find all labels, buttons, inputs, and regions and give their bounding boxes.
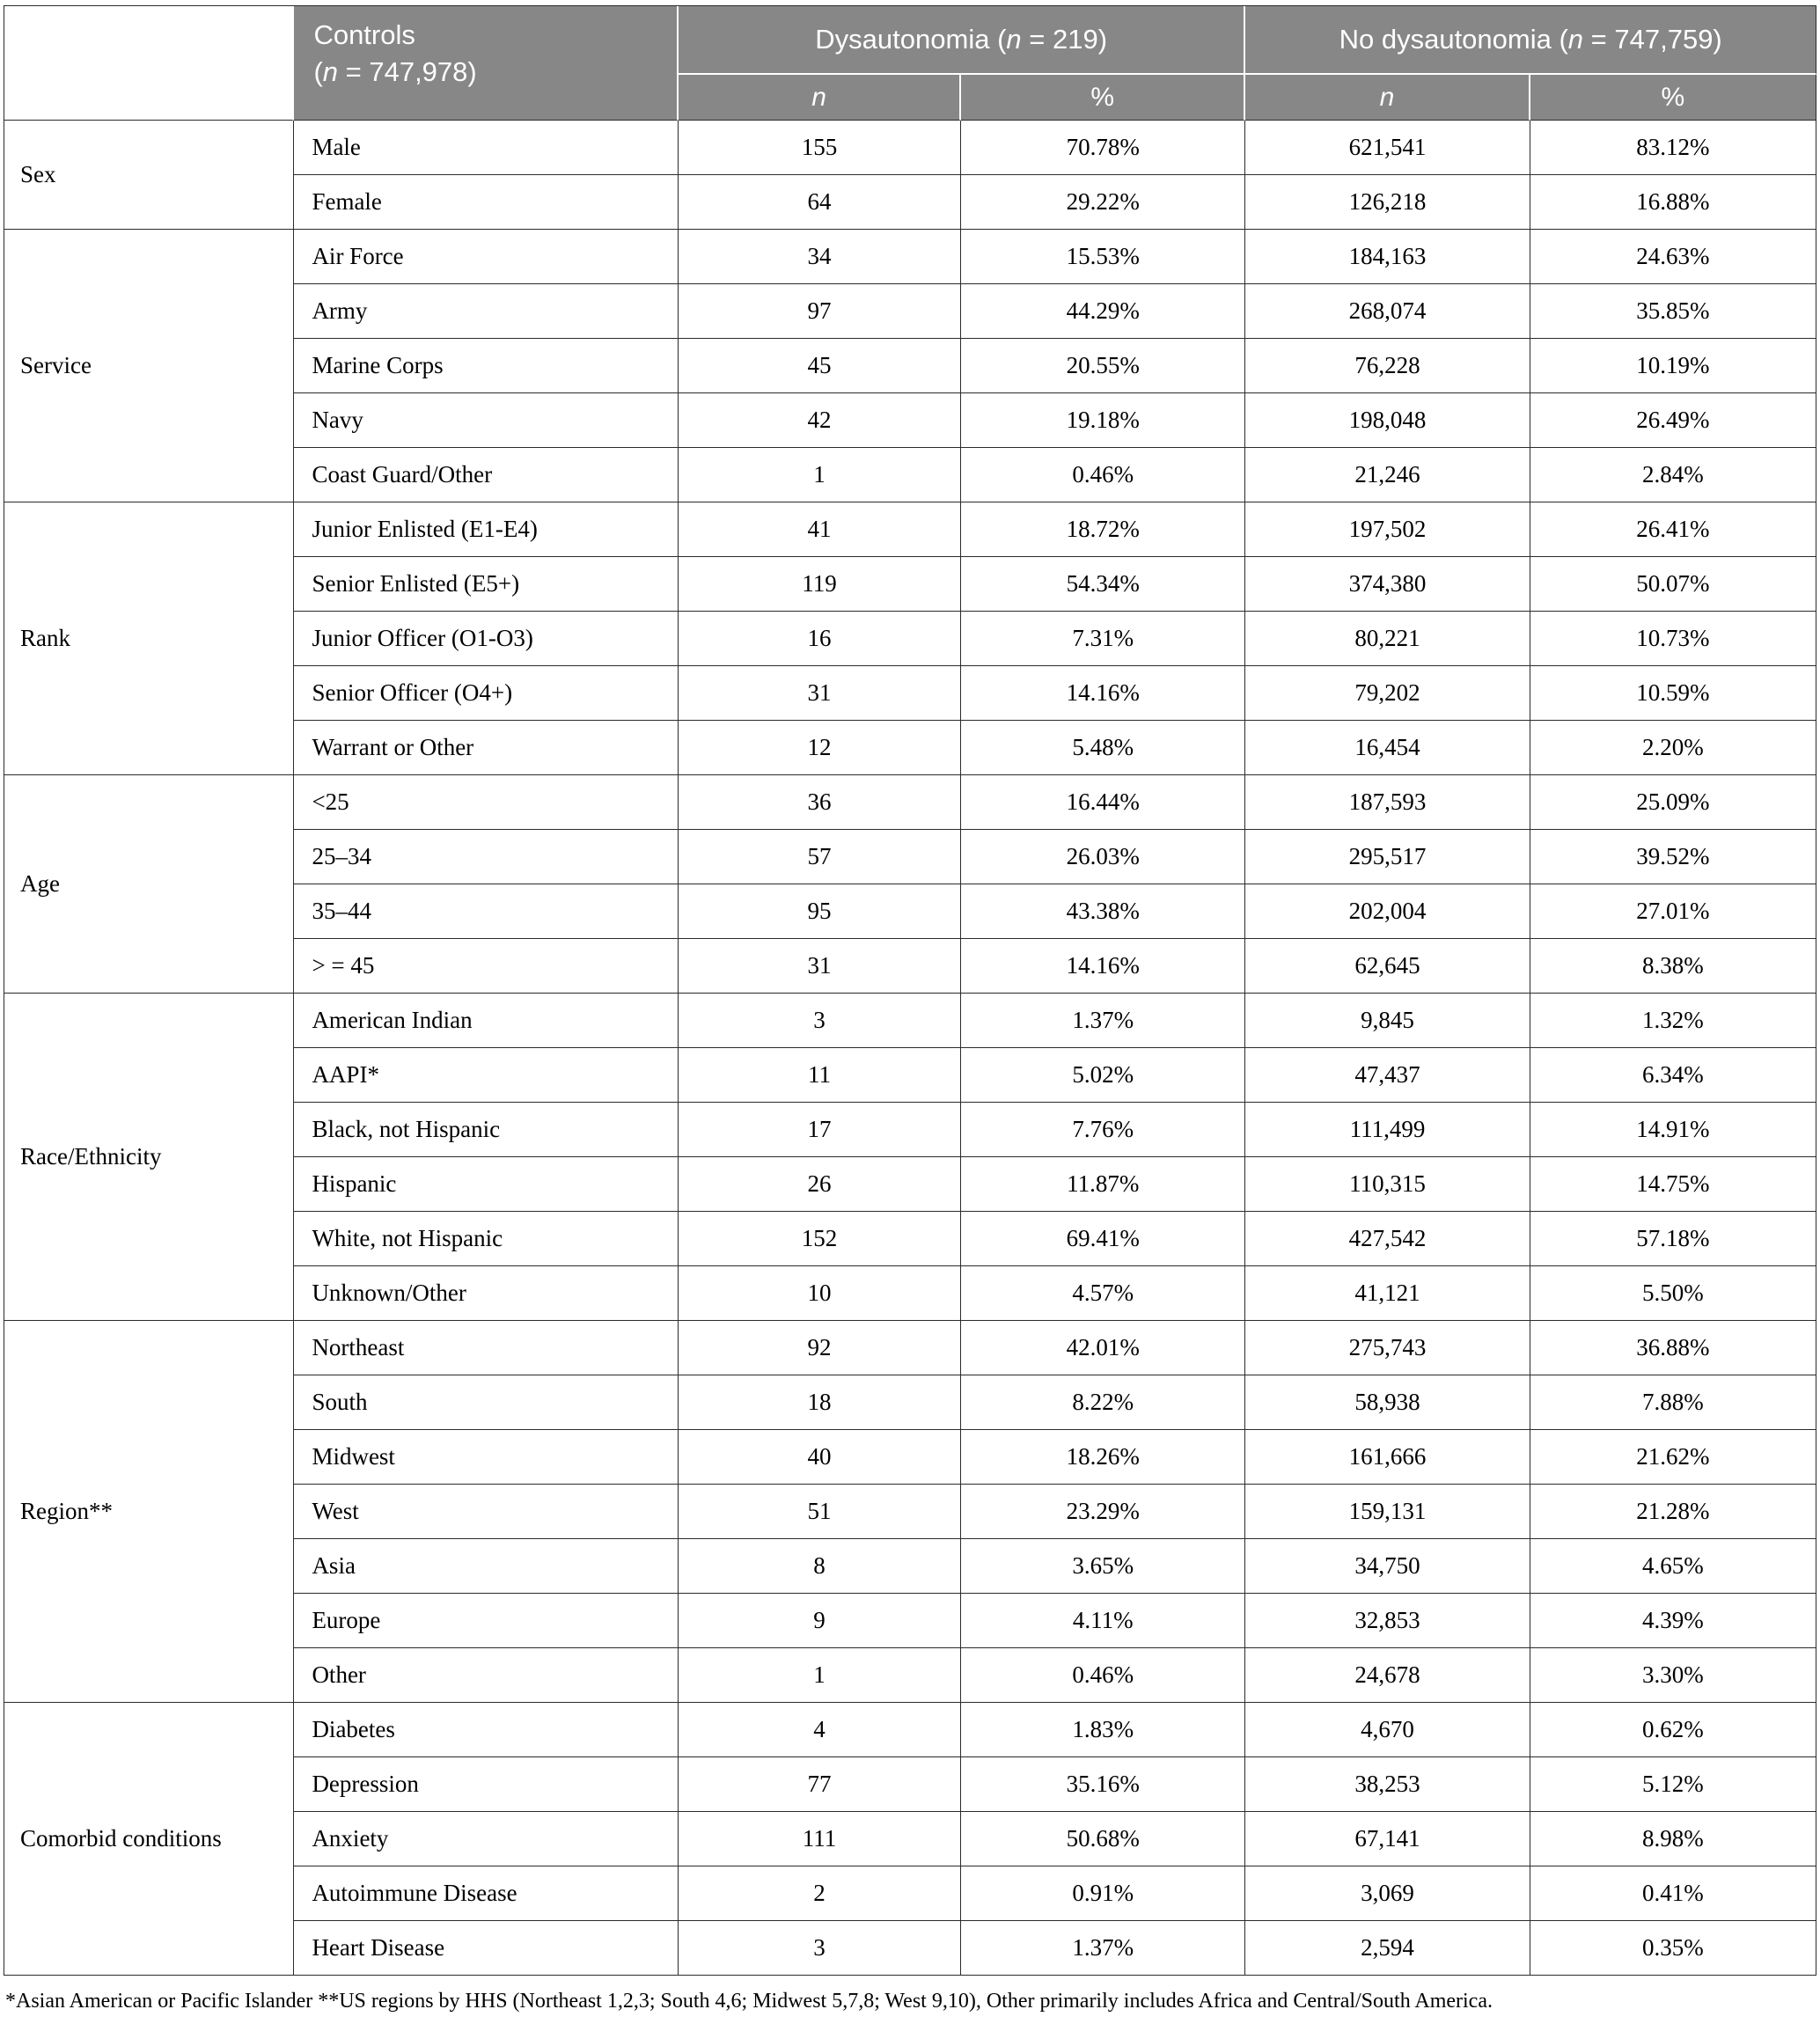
value-cell: 41,121 — [1245, 1266, 1530, 1321]
row-label-cell: 25–34 — [294, 830, 679, 884]
category-cell: Sex — [4, 121, 294, 230]
value-cell: 198,048 — [1245, 393, 1530, 448]
value-cell: 16.88% — [1530, 175, 1816, 230]
value-cell: 36 — [679, 775, 961, 830]
value-cell: 111 — [679, 1812, 961, 1866]
value-cell: 11.87% — [961, 1157, 1245, 1212]
value-cell: 35.85% — [1530, 284, 1816, 339]
subcol-n-dysautonomia: n — [679, 75, 961, 121]
value-cell: 5.48% — [961, 721, 1245, 775]
row-label-cell: AAPI* — [294, 1048, 679, 1103]
value-cell: 374,380 — [1245, 557, 1530, 612]
value-cell: 12 — [679, 721, 961, 775]
controls-header — [294, 6, 679, 121]
row-label-cell: > = 45 — [294, 939, 679, 994]
value-cell: 4.39% — [1530, 1594, 1816, 1648]
value-cell: 295,517 — [1245, 830, 1530, 884]
value-cell: 4.65% — [1530, 1539, 1816, 1594]
row-label-cell: Depression — [294, 1757, 679, 1812]
value-cell: 202,004 — [1245, 884, 1530, 939]
row-label-cell: Autoimmune Disease — [294, 1866, 679, 1921]
row-label-cell: Air Force — [294, 230, 679, 284]
value-cell: 17 — [679, 1103, 961, 1157]
value-cell: 19.18% — [961, 393, 1245, 448]
value-cell: 42 — [679, 393, 961, 448]
row-label-cell: Anxiety — [294, 1812, 679, 1866]
value-cell: 57.18% — [1530, 1212, 1816, 1266]
value-cell: 1 — [679, 448, 961, 502]
value-cell: 4.57% — [961, 1266, 1245, 1321]
value-cell: 0.91% — [961, 1866, 1245, 1921]
value-cell: 24,678 — [1245, 1648, 1530, 1703]
value-cell: 51 — [679, 1485, 961, 1539]
row-label-cell: Europe — [294, 1594, 679, 1648]
row-label-cell: Black, not Hispanic — [294, 1103, 679, 1157]
value-cell: 69.41% — [961, 1212, 1245, 1266]
value-cell: 3,069 — [1245, 1866, 1530, 1921]
value-cell: 155 — [679, 121, 961, 175]
value-cell: 275,743 — [1245, 1321, 1530, 1375]
value-cell: 83.12% — [1530, 121, 1816, 175]
value-cell: 2 — [679, 1866, 961, 1921]
category-cell: Age — [4, 775, 294, 994]
row-label-cell: Navy — [294, 393, 679, 448]
value-cell: 31 — [679, 666, 961, 721]
value-cell: 21.62% — [1530, 1430, 1816, 1485]
value-cell: 10.19% — [1530, 339, 1816, 393]
row-label-cell: Junior Enlisted (E1-E4) — [294, 502, 679, 557]
subcol-n-no-dysautonomia: n — [1245, 75, 1530, 121]
value-cell: 5.12% — [1530, 1757, 1816, 1812]
value-cell: 1.83% — [961, 1703, 1245, 1757]
value-cell: 44.29% — [961, 284, 1245, 339]
value-cell: 4,670 — [1245, 1703, 1530, 1757]
value-cell: 50.07% — [1530, 557, 1816, 612]
value-cell: 57 — [679, 830, 961, 884]
value-cell: 187,593 — [1245, 775, 1530, 830]
value-cell: 35.16% — [961, 1757, 1245, 1812]
value-cell: 92 — [679, 1321, 961, 1375]
value-cell: 152 — [679, 1212, 961, 1266]
row-label-cell: Heart Disease — [294, 1921, 679, 1976]
value-cell: 34 — [679, 230, 961, 284]
row-label-cell: Midwest — [294, 1430, 679, 1485]
table-row — [4, 502, 1816, 557]
value-cell: 50.68% — [961, 1812, 1245, 1866]
value-cell: 4.11% — [961, 1594, 1245, 1648]
value-cell: 111,499 — [1245, 1103, 1530, 1157]
row-label-cell: American Indian — [294, 994, 679, 1048]
value-cell: 32,853 — [1245, 1594, 1530, 1648]
value-cell: 1.37% — [961, 1921, 1245, 1976]
row-label-cell: Army — [294, 284, 679, 339]
value-cell: 62,645 — [1245, 939, 1530, 994]
value-cell: 39.52% — [1530, 830, 1816, 884]
value-cell: 18.26% — [961, 1430, 1245, 1485]
value-cell: 5.50% — [1530, 1266, 1816, 1321]
value-cell: 10.73% — [1530, 612, 1816, 666]
value-cell: 25.09% — [1530, 775, 1816, 830]
value-cell: 27.01% — [1530, 884, 1816, 939]
row-label-cell: Coast Guard/Other — [294, 448, 679, 502]
row-label-cell: Female — [294, 175, 679, 230]
row-label-cell: Junior Officer (O1-O3) — [294, 612, 679, 666]
value-cell: 16,454 — [1245, 721, 1530, 775]
value-cell: 427,542 — [1245, 1212, 1530, 1266]
table-row — [4, 230, 1816, 284]
value-cell: 36.88% — [1530, 1321, 1816, 1375]
value-cell: 0.35% — [1530, 1921, 1816, 1976]
value-cell: 31 — [679, 939, 961, 994]
value-cell: 29.22% — [961, 175, 1245, 230]
value-cell: 58,938 — [1245, 1375, 1530, 1430]
row-label-cell: Unknown/Other — [294, 1266, 679, 1321]
value-cell: 197,502 — [1245, 502, 1530, 557]
corner-cell — [4, 6, 294, 121]
value-cell: 184,163 — [1245, 230, 1530, 284]
value-cell: 97 — [679, 284, 961, 339]
value-cell: 18 — [679, 1375, 961, 1430]
value-cell: 95 — [679, 884, 961, 939]
value-cell: 3 — [679, 1921, 961, 1976]
header-row-groups — [4, 6, 1816, 75]
value-cell: 10.59% — [1530, 666, 1816, 721]
table-body — [4, 121, 1816, 1976]
value-cell: 0.62% — [1530, 1703, 1816, 1757]
row-label-cell: <25 — [294, 775, 679, 830]
dysautonomia-header: Dysautonomia (n = 219) — [679, 6, 1245, 75]
value-cell: 0.46% — [961, 1648, 1245, 1703]
value-cell: 8 — [679, 1539, 961, 1594]
value-cell: 159,131 — [1245, 1485, 1530, 1539]
table-row — [4, 1321, 1816, 1375]
value-cell: 54.34% — [961, 557, 1245, 612]
value-cell: 16.44% — [961, 775, 1245, 830]
value-cell: 126,218 — [1245, 175, 1530, 230]
value-cell: 8.38% — [1530, 939, 1816, 994]
value-cell: 40 — [679, 1430, 961, 1485]
row-label-cell: Northeast — [294, 1321, 679, 1375]
value-cell: 0.41% — [1530, 1866, 1816, 1921]
value-cell: 64 — [679, 175, 961, 230]
value-cell: 26 — [679, 1157, 961, 1212]
category-cell: Rank — [4, 502, 294, 775]
row-label-cell: 35–44 — [294, 884, 679, 939]
value-cell: 26.41% — [1530, 502, 1816, 557]
value-cell: 5.02% — [961, 1048, 1245, 1103]
row-label-cell: Hispanic — [294, 1157, 679, 1212]
demographics-table — [4, 5, 1816, 1976]
value-cell: 20.55% — [961, 339, 1245, 393]
value-cell: 0.46% — [961, 448, 1245, 502]
category-cell: Service — [4, 230, 294, 502]
value-cell: 18.72% — [961, 502, 1245, 557]
controls-title: Controls — [313, 19, 415, 50]
value-cell: 7.88% — [1530, 1375, 1816, 1430]
table-header — [4, 6, 1816, 121]
category-cell: Race/Ethnicity — [4, 994, 294, 1321]
table-row — [4, 1703, 1816, 1757]
value-cell: 47,437 — [1245, 1048, 1530, 1103]
value-cell: 26.03% — [961, 830, 1245, 884]
row-label-cell: West — [294, 1485, 679, 1539]
row-label-cell: Senior Enlisted (E5+) — [294, 557, 679, 612]
value-cell: 9,845 — [1245, 994, 1530, 1048]
value-cell: 14.91% — [1530, 1103, 1816, 1157]
row-label-cell: Diabetes — [294, 1703, 679, 1757]
value-cell: 26.49% — [1530, 393, 1816, 448]
value-cell: 70.78% — [961, 121, 1245, 175]
value-cell: 21.28% — [1530, 1485, 1816, 1539]
value-cell: 24.63% — [1530, 230, 1816, 284]
value-cell: 1.32% — [1530, 994, 1816, 1048]
value-cell: 8.22% — [961, 1375, 1245, 1430]
value-cell: 15.53% — [961, 230, 1245, 284]
value-cell: 268,074 — [1245, 284, 1530, 339]
value-cell: 9 — [679, 1594, 961, 1648]
footnote: *Asian American or Pacific Islander **US regions by HHS (Northeast 1,2,3; South 4,6; Midwest 5,7,8; West 9,10), Other primarily includes Africa and Central/South America. — [5, 1990, 1493, 2013]
value-cell: 3.30% — [1530, 1648, 1816, 1703]
value-cell: 11 — [679, 1048, 961, 1103]
row-label-cell: Asia — [294, 1539, 679, 1594]
row-label-cell: Senior Officer (O4+) — [294, 666, 679, 721]
no-dysautonomia-header: No dysautonomia (n = 747,759) — [1245, 6, 1816, 75]
row-label-cell: White, not Hispanic — [294, 1212, 679, 1266]
value-cell: 45 — [679, 339, 961, 393]
value-cell: 14.75% — [1530, 1157, 1816, 1212]
value-cell: 1.37% — [961, 994, 1245, 1048]
value-cell: 41 — [679, 502, 961, 557]
row-label-cell: Male — [294, 121, 679, 175]
value-cell: 7.76% — [961, 1103, 1245, 1157]
row-label-cell: Warrant or Other — [294, 721, 679, 775]
value-cell: 6.34% — [1530, 1048, 1816, 1103]
category-cell: Comorbid conditions — [4, 1703, 294, 1976]
value-cell: 21,246 — [1245, 448, 1530, 502]
value-cell: 1 — [679, 1648, 961, 1703]
value-cell: 76,228 — [1245, 339, 1530, 393]
value-cell: 16 — [679, 612, 961, 666]
value-cell: 10 — [679, 1266, 961, 1321]
value-cell: 2,594 — [1245, 1921, 1530, 1976]
value-cell: 14.16% — [961, 939, 1245, 994]
value-cell: 4 — [679, 1703, 961, 1757]
value-cell: 2.20% — [1530, 721, 1816, 775]
value-cell: 42.01% — [961, 1321, 1245, 1375]
row-label-cell: South — [294, 1375, 679, 1430]
subcol-percent-no-dysautonomia: % — [1530, 75, 1816, 121]
table-row — [4, 775, 1816, 830]
value-cell: 3 — [679, 994, 961, 1048]
value-cell: 23.29% — [961, 1485, 1245, 1539]
row-label-cell: Marine Corps — [294, 339, 679, 393]
value-cell: 119 — [679, 557, 961, 612]
table-row — [4, 994, 1816, 1048]
value-cell: 14.16% — [961, 666, 1245, 721]
category-cell: Region** — [4, 1321, 294, 1703]
value-cell: 8.98% — [1530, 1812, 1816, 1866]
value-cell: 621,541 — [1245, 121, 1530, 175]
value-cell: 38,253 — [1245, 1757, 1530, 1812]
value-cell: 3.65% — [961, 1539, 1245, 1594]
value-cell: 77 — [679, 1757, 961, 1812]
value-cell: 110,315 — [1245, 1157, 1530, 1212]
value-cell: 161,666 — [1245, 1430, 1530, 1485]
value-cell: 7.31% — [961, 612, 1245, 666]
row-label-cell: Other — [294, 1648, 679, 1703]
value-cell: 67,141 — [1245, 1812, 1530, 1866]
value-cell: 79,202 — [1245, 666, 1530, 721]
controls-count: (n = 747,978) — [313, 55, 477, 87]
value-cell: 2.84% — [1530, 448, 1816, 502]
table-row — [4, 121, 1816, 175]
value-cell: 34,750 — [1245, 1539, 1530, 1594]
subcol-percent-dysautonomia: % — [961, 75, 1245, 121]
value-cell: 80,221 — [1245, 612, 1530, 666]
value-cell: 43.38% — [961, 884, 1245, 939]
